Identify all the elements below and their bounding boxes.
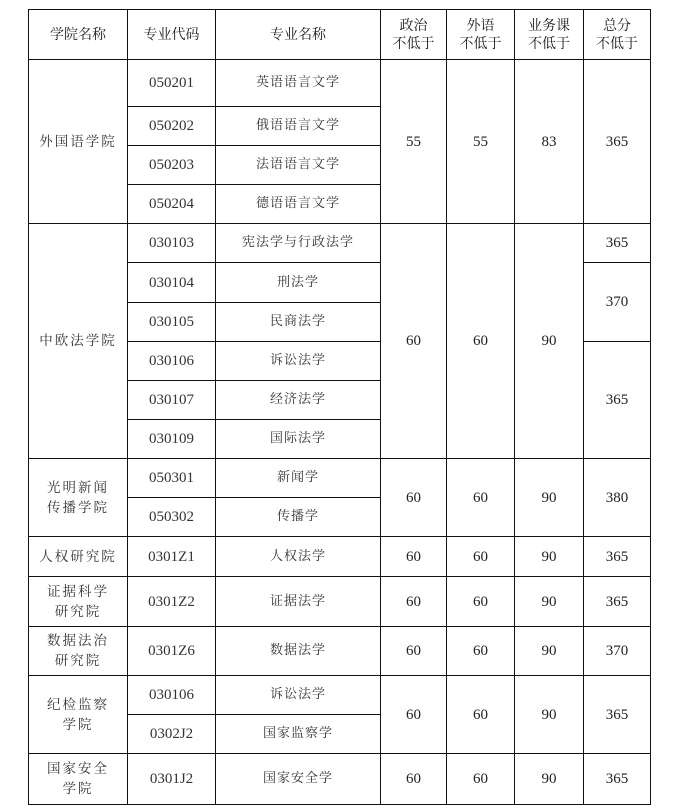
school-name: 证据科学 研究院 xyxy=(29,577,128,627)
header-course: 业务课 不低于 xyxy=(515,10,584,60)
total-min: 380 xyxy=(584,459,651,537)
politics-min: 60 xyxy=(381,577,447,627)
major-code: 0302J2 xyxy=(128,715,216,754)
table-row xyxy=(29,627,651,676)
school-name: 中欧法学院 xyxy=(29,224,128,459)
course-min: 90 xyxy=(515,459,584,537)
table-row xyxy=(29,676,651,715)
course-min: 83 xyxy=(515,60,584,224)
major-name: 英语语言文学 xyxy=(216,60,381,107)
course-min: 90 xyxy=(515,224,584,459)
school-name: 纪检监察 学院 xyxy=(29,676,128,754)
total-min: 365 xyxy=(584,676,651,754)
politics-min: 60 xyxy=(381,224,447,459)
header-code: 专业代码 xyxy=(128,10,216,60)
major-name: 刑法学 xyxy=(216,263,381,303)
course-min: 90 xyxy=(515,754,584,805)
total-min: 365 xyxy=(584,577,651,627)
major-code: 030107 xyxy=(128,381,216,420)
total-min: 365 xyxy=(584,537,651,577)
major-name: 证据法学 xyxy=(216,577,381,627)
major-code: 050302 xyxy=(128,498,216,537)
major-name: 数据法学 xyxy=(216,627,381,676)
major-name: 国家监察学 xyxy=(216,715,381,754)
course-min: 90 xyxy=(515,627,584,676)
score-requirements-table xyxy=(28,9,651,805)
politics-min: 60 xyxy=(381,459,447,537)
major-name: 诉讼法学 xyxy=(216,676,381,715)
total-min: 365 xyxy=(584,60,651,224)
course-min: 90 xyxy=(515,676,584,754)
major-code: 030104 xyxy=(128,263,216,303)
major-code: 0301J2 xyxy=(128,754,216,805)
table-row xyxy=(29,459,651,498)
school-name: 光明新闻 传播学院 xyxy=(29,459,128,537)
total-min: 365 xyxy=(584,754,651,805)
major-code: 0301Z2 xyxy=(128,577,216,627)
major-name: 国家安全学 xyxy=(216,754,381,805)
major-name: 传播学 xyxy=(216,498,381,537)
major-code: 0301Z6 xyxy=(128,627,216,676)
course-min: 90 xyxy=(515,577,584,627)
major-name: 新闻学 xyxy=(216,459,381,498)
course-min: 90 xyxy=(515,537,584,577)
major-code: 0301Z1 xyxy=(128,537,216,577)
language-min: 55 xyxy=(447,60,515,224)
table-row xyxy=(29,60,651,107)
total-min: 365 xyxy=(584,342,651,459)
major-code: 030103 xyxy=(128,224,216,263)
language-min: 60 xyxy=(447,627,515,676)
language-min: 60 xyxy=(447,754,515,805)
table-row xyxy=(29,537,651,577)
language-min: 60 xyxy=(447,459,515,537)
major-name: 德语语言文学 xyxy=(216,185,381,224)
language-min: 60 xyxy=(447,676,515,754)
politics-min: 60 xyxy=(381,676,447,754)
politics-min: 60 xyxy=(381,627,447,676)
school-name: 国家安全 学院 xyxy=(29,754,128,805)
major-name: 诉讼法学 xyxy=(216,342,381,381)
major-code: 030106 xyxy=(128,676,216,715)
header-school: 学院名称 xyxy=(29,10,128,60)
table-row xyxy=(29,224,651,263)
header-total: 总分 不低于 xyxy=(584,10,651,60)
table-row xyxy=(29,754,651,805)
major-name: 俄语语言文学 xyxy=(216,107,381,146)
total-min: 370 xyxy=(584,263,651,342)
school-name: 人权研究院 xyxy=(29,537,128,577)
major-name: 经济法学 xyxy=(216,381,381,420)
politics-min: 60 xyxy=(381,754,447,805)
table-row xyxy=(29,577,651,627)
major-name: 宪法学与行政法学 xyxy=(216,224,381,263)
header-major: 专业名称 xyxy=(216,10,381,60)
total-min: 365 xyxy=(584,224,651,263)
major-name: 民商法学 xyxy=(216,303,381,342)
politics-min: 60 xyxy=(381,537,447,577)
major-code: 030106 xyxy=(128,342,216,381)
major-code: 050301 xyxy=(128,459,216,498)
school-name: 数据法治 研究院 xyxy=(29,627,128,676)
politics-min: 55 xyxy=(381,60,447,224)
total-min: 370 xyxy=(584,627,651,676)
language-min: 60 xyxy=(447,537,515,577)
major-code: 030109 xyxy=(128,420,216,459)
major-name: 国际法学 xyxy=(216,420,381,459)
header-language: 外语 不低于 xyxy=(447,10,515,60)
header-row xyxy=(29,10,651,60)
header-politics: 政治 不低于 xyxy=(381,10,447,60)
school-name: 外国语学院 xyxy=(29,60,128,224)
major-name: 法语语言文学 xyxy=(216,146,381,185)
major-code: 030105 xyxy=(128,303,216,342)
major-code: 050204 xyxy=(128,185,216,224)
major-code: 050201 xyxy=(128,60,216,107)
major-code: 050202 xyxy=(128,107,216,146)
major-name: 人权法学 xyxy=(216,537,381,577)
major-code: 050203 xyxy=(128,146,216,185)
language-min: 60 xyxy=(447,577,515,627)
language-min: 60 xyxy=(447,224,515,459)
